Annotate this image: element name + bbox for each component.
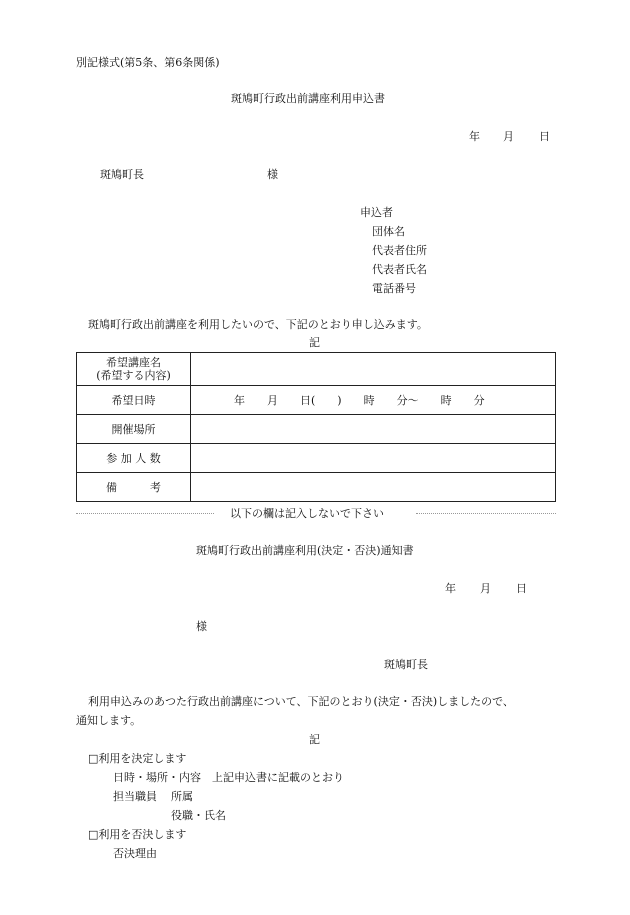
applicant-heading: 申込者 [360, 206, 393, 219]
approve-detail: 日時・場所・内容 上記申込書に記載のとおり [113, 771, 344, 784]
datetime-field[interactable]: 年 月 日( ) 時 分〜 時 分 [191, 386, 556, 415]
addressee: 斑鳩町長 [100, 168, 144, 181]
reject-reason-label: 否決理由 [113, 847, 157, 860]
divider-text: 以下の欄は記入しないで下さい [230, 507, 384, 520]
venue-field[interactable] [191, 415, 556, 444]
phone-label: 電話番号 [372, 282, 416, 295]
divider-right [416, 513, 556, 514]
notice-title: 斑鳩町行政出前講座利用(決定・否決)通知書 [196, 544, 414, 557]
date-month-label: 月 [503, 130, 514, 143]
divider-left [76, 513, 214, 514]
date-day-label: 日 [539, 130, 550, 143]
request-statement: 斑鳩町行政出前講座を利用したいので、下記のとおり申し込みます。 [88, 318, 428, 331]
notice-date-month: 月 [480, 582, 491, 595]
table-row [77, 473, 556, 502]
rep-name-label: 代表者氏名 [372, 263, 427, 276]
date-year-label: 年 [469, 130, 480, 143]
course-name-field[interactable] [191, 353, 556, 386]
application-table [76, 352, 556, 502]
table-row [77, 444, 556, 473]
notice-body-line1: 利用申込みのあつた行政出前講座について、下記のとおり(決定・否決)しましたので、 [88, 695, 514, 708]
datetime-label: 希望日時 [77, 386, 191, 415]
form-reference: 別記様式(第5条、第6条関係) [76, 56, 220, 69]
decision-reject-option[interactable]: □利用を否決します [88, 828, 187, 841]
participants-label: 参 加 人 数 [77, 444, 191, 473]
venue-label: 開催場所 [77, 415, 191, 444]
org-name-label: 団体名 [372, 225, 405, 238]
participants-field[interactable] [191, 444, 556, 473]
ki-heading: 記 [309, 336, 320, 349]
addressee-honorific: 様 [267, 168, 278, 181]
decision-approve-option[interactable]: □利用を決定します [88, 752, 187, 765]
staff-label: 担当職員 [113, 790, 157, 803]
notice-issuer: 斑鳩町長 [384, 658, 428, 671]
page-title: 斑鳩町行政出前講座利用申込書 [231, 92, 385, 105]
course-name-line1: 希望講座名 [106, 356, 161, 369]
table-row [77, 415, 556, 444]
remarks-field[interactable] [191, 473, 556, 502]
notice-honorific: 様 [196, 620, 207, 633]
notice-body-line2: 通知します。 [76, 714, 142, 727]
course-name-label [77, 353, 191, 386]
table-row [77, 353, 556, 386]
table-row [77, 386, 556, 415]
notice-date-year: 年 [445, 582, 456, 595]
course-name-line2: (希望する内容) [96, 369, 171, 382]
staff-dept-label: 所属 [171, 790, 193, 803]
staff-role-label: 役職・氏名 [171, 809, 226, 822]
notice-date-day: 日 [516, 582, 527, 595]
rep-address-label: 代表者住所 [372, 244, 427, 257]
notice-ki-heading: 記 [309, 733, 320, 746]
remarks-label: 備 考 [77, 473, 191, 502]
